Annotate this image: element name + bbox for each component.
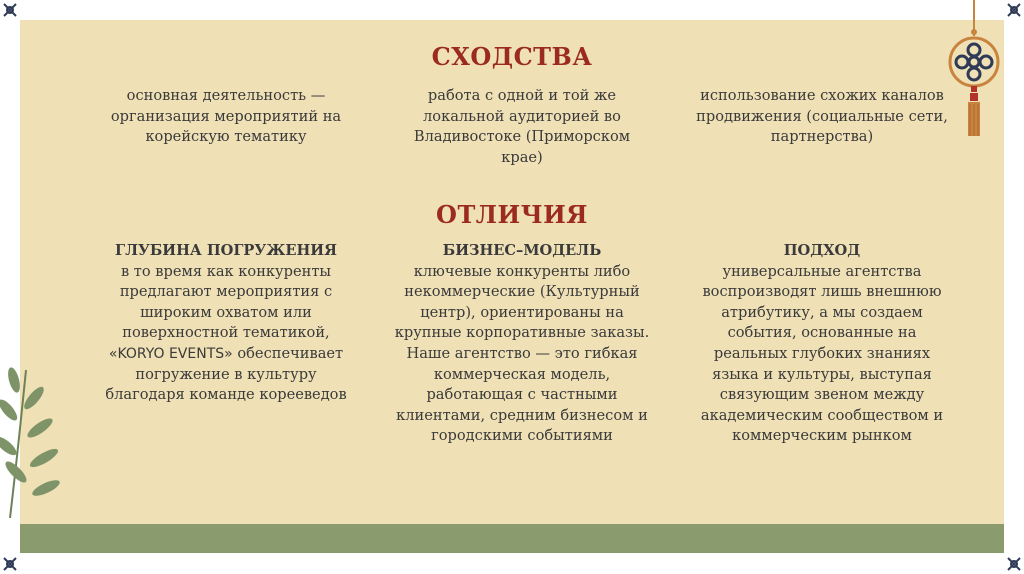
leaves-icon [0, 360, 80, 520]
similarity-item-audience: работа с одной и той же локальной аудиторией во Владивостоке (Приморском крае) [413, 87, 631, 166]
similarities-title: СХОДСТВА [431, 42, 593, 71]
similarity-item-channels: использование схожих каналов продвижения (социальные сети, партнерства) [696, 87, 948, 146]
similarity-item-activity: основная деятельность — организация мероприятий на корейскую тематику [110, 87, 342, 146]
footer-bar [20, 524, 1004, 553]
difference-text: ключевые конкуренты либо некоммерческие (Культурный центр), ориентированы на крупные корпоративные заказы. Наше агентство — это гибкая коммерческая модель, работающая с частными клиентами, средним бизнесом и городскими событиями [394, 262, 650, 445]
corner-knot-icon [2, 2, 18, 18]
corner-knot-icon [2, 556, 18, 572]
knot-ornament-icon [946, 0, 1002, 150]
difference-text: универсальные агентства воспроизводят лишь внешнюю атрибутику, а мы создаем события, основанные на реальных глубоких знаниях языка и культуры, выступая связующим звеном между академическим сообществом и коммерческим рынком [700, 262, 944, 445]
difference-heading: БИЗНЕС–МОДЕЛЬ [442, 242, 602, 259]
corner-knot-icon [1006, 556, 1022, 572]
difference-text: в то время как конкуренты предлагают мероприятия с широким охватом или поверхностной тематикой, [119, 262, 333, 342]
difference-heading: ПОДХОД [783, 242, 861, 259]
corner-knot-icon [1006, 2, 1022, 18]
difference-business-model [392, 241, 652, 447]
difference-approach [692, 241, 952, 447]
differences-title: ОТЛИЧИЯ [436, 200, 588, 229]
brand-name: «KORYO EVENTS» [108, 345, 233, 362]
difference-heading: ГЛУБИНА ПОГРУЖЕНИЯ [115, 242, 337, 259]
difference-text: обеспечивает погружение в культуру благодаря команде корееведов [105, 344, 347, 404]
difference-depth [96, 241, 356, 406]
